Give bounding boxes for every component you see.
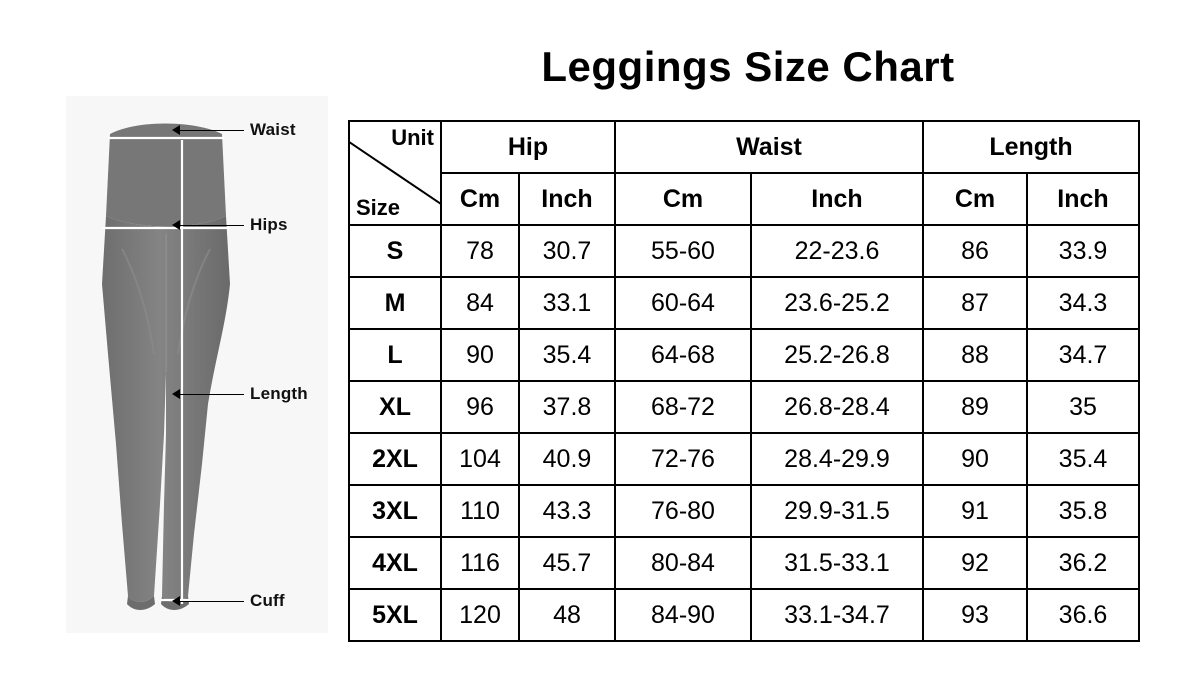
cell-waist-inch: 28.4-29.9 (751, 433, 923, 485)
hips-leader-line (178, 225, 244, 226)
table-row (349, 381, 1139, 433)
table-header-group-row (349, 121, 1139, 173)
cell-hip-inch: 45.7 (519, 537, 615, 589)
row-size: 4XL (349, 537, 441, 589)
cell-waist-inch: 33.1-34.7 (751, 589, 923, 641)
length-arrow-icon (172, 389, 180, 399)
cell-hip-inch: 35.4 (519, 329, 615, 381)
cell-length-cm: 90 (923, 433, 1027, 485)
cell-hip-cm: 78 (441, 225, 519, 277)
annotation-label-hips: Hips (250, 215, 288, 234)
cell-waist-inch: 29.9-31.5 (751, 485, 923, 537)
cell-waist-inch: 23.6-25.2 (751, 277, 923, 329)
subheader-length-inch: Inch (1027, 173, 1139, 225)
annotation-label-waist: Waist (250, 120, 296, 139)
cell-waist-cm: 76-80 (615, 485, 751, 537)
hips-arrow-icon (172, 220, 180, 230)
cell-hip-cm: 110 (441, 485, 519, 537)
row-size: M (349, 277, 441, 329)
cell-length-inch: 33.9 (1027, 225, 1139, 277)
table-row (349, 433, 1139, 485)
cuff-leader-line (178, 601, 244, 602)
cell-length-inch: 35 (1027, 381, 1139, 433)
table-body (349, 225, 1139, 641)
row-size: 5XL (349, 589, 441, 641)
cell-length-inch: 34.7 (1027, 329, 1139, 381)
table-row (349, 277, 1139, 329)
table-row (349, 225, 1139, 277)
table-row (349, 537, 1139, 589)
cell-waist-cm: 84-90 (615, 589, 751, 641)
cell-hip-cm: 116 (441, 537, 519, 589)
cell-waist-cm: 64-68 (615, 329, 751, 381)
cell-length-cm: 93 (923, 589, 1027, 641)
annotation-label-cuff: Cuff (250, 591, 285, 610)
page-title: Leggings Size Chart (541, 43, 955, 90)
row-size: 3XL (349, 485, 441, 537)
cell-length-cm: 92 (923, 537, 1027, 589)
cell-length-cm: 87 (923, 277, 1027, 329)
cell-hip-cm: 84 (441, 277, 519, 329)
cell-length-cm: 91 (923, 485, 1027, 537)
corner-size-label: Size (356, 195, 401, 220)
waist-arrow-icon (172, 125, 180, 135)
cell-waist-cm: 80-84 (615, 537, 751, 589)
cell-length-inch: 35.4 (1027, 433, 1139, 485)
corner-unit-label: Unit (391, 125, 434, 150)
cell-waist-inch: 26.8-28.4 (751, 381, 923, 433)
waist-leader-line (178, 130, 244, 131)
cell-hip-cm: 90 (441, 329, 519, 381)
row-size: 2XL (349, 433, 441, 485)
cell-length-cm: 88 (923, 329, 1027, 381)
cell-waist-inch: 31.5-33.1 (751, 537, 923, 589)
corner-unit-size-cell (349, 121, 441, 225)
row-size: L (349, 329, 441, 381)
cell-waist-cm: 68-72 (615, 381, 751, 433)
size-chart-table-wrapper (348, 120, 1138, 642)
subheader-hip-inch: Inch (519, 173, 615, 225)
subheader-waist-cm: Cm (615, 173, 751, 225)
cell-waist-cm: 72-76 (615, 433, 751, 485)
cell-length-inch: 34.3 (1027, 277, 1139, 329)
cell-length-inch: 36.2 (1027, 537, 1139, 589)
cell-waist-cm: 55-60 (615, 225, 751, 277)
table-head (349, 121, 1139, 225)
cell-length-cm: 86 (923, 225, 1027, 277)
subheader-waist-inch: Inch (751, 173, 923, 225)
cell-hip-inch: 37.8 (519, 381, 615, 433)
group-header-length: Length (923, 121, 1139, 173)
cell-hip-inch: 48 (519, 589, 615, 641)
table-row (349, 589, 1139, 641)
group-header-hip: Hip (441, 121, 615, 173)
group-header-waist: Waist (615, 121, 923, 173)
cell-waist-cm: 60-64 (615, 277, 751, 329)
table-subheader-row (349, 173, 1139, 225)
table-row (349, 485, 1139, 537)
cell-hip-inch: 43.3 (519, 485, 615, 537)
annotation-label-length: Length (250, 384, 308, 403)
cell-hip-inch: 33.1 (519, 277, 615, 329)
leggings-illustration (66, 96, 328, 633)
subheader-hip-cm: Cm (441, 173, 519, 225)
cell-hip-cm: 120 (441, 589, 519, 641)
size-chart-table (348, 120, 1140, 642)
cuff-arrow-icon (172, 596, 180, 606)
row-size: XL (349, 381, 441, 433)
row-size: S (349, 225, 441, 277)
cell-length-cm: 89 (923, 381, 1027, 433)
cell-hip-inch: 40.9 (519, 433, 615, 485)
cell-waist-inch: 22-23.6 (751, 225, 923, 277)
cell-hip-cm: 96 (441, 381, 519, 433)
cell-waist-inch: 25.2-26.8 (751, 329, 923, 381)
table-row (349, 329, 1139, 381)
cell-hip-cm: 104 (441, 433, 519, 485)
subheader-length-cm: Cm (923, 173, 1027, 225)
cell-length-inch: 36.6 (1027, 589, 1139, 641)
length-leader-line (178, 394, 244, 395)
leggings-diagram-icon (76, 104, 256, 624)
cell-hip-inch: 30.7 (519, 225, 615, 277)
cell-length-inch: 35.8 (1027, 485, 1139, 537)
